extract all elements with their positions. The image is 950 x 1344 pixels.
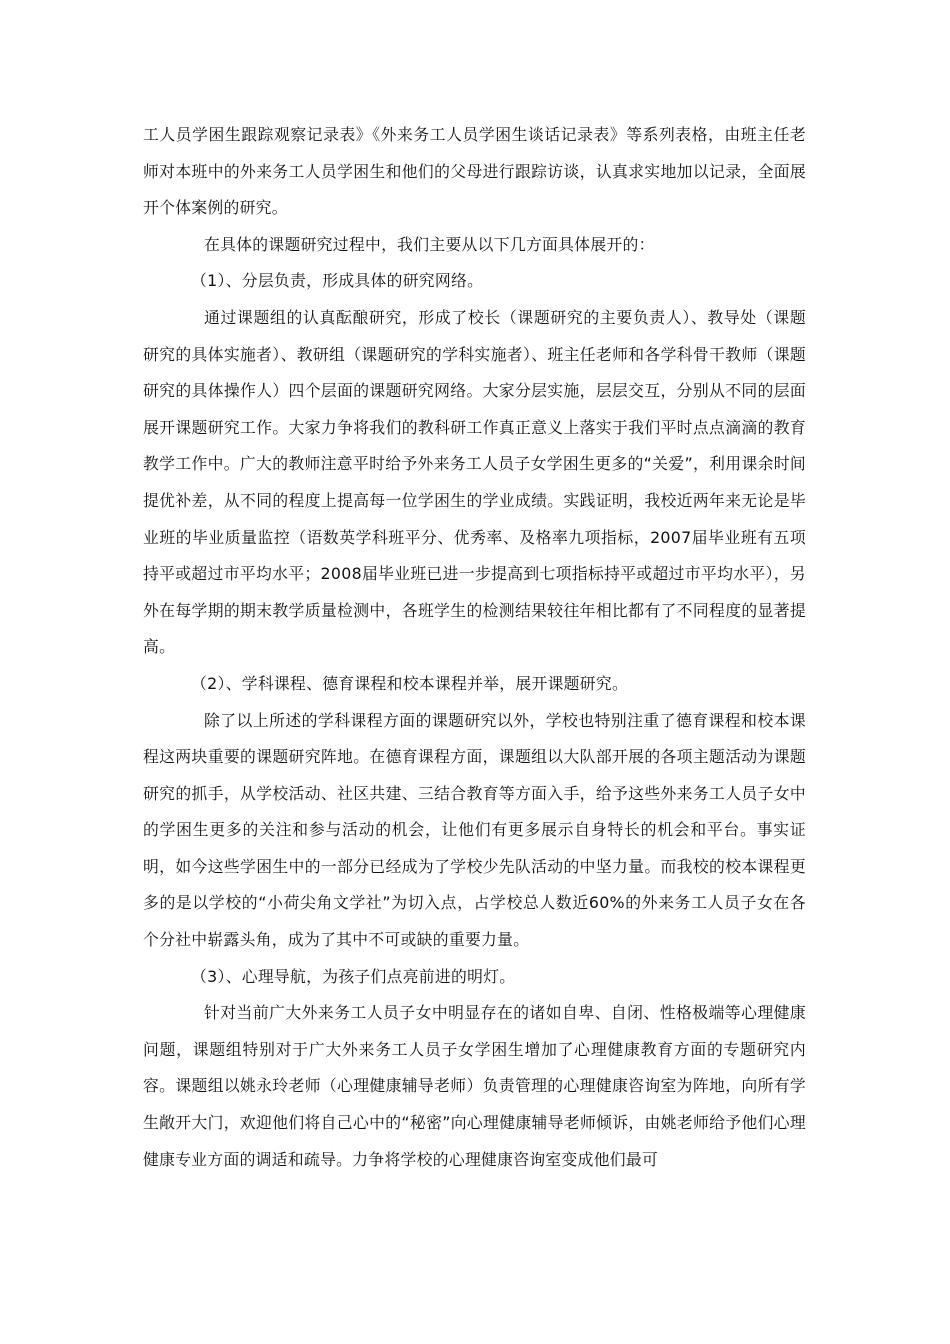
- document-body: [143, 117, 806, 1178]
- paragraph-section-1: 通过课题组的认真酝酿研究，形成了校长（课题研究的主要负责人）、教导处（课题研究的具体实施者）、教研组（课题研究的学科实施者）、班主任老师和各学科骨干教师（课题研究的具体操作人）四个层面的课题研究网络。大家分层实施，层层交互，分别从不同的层面展开课题研究工作。大家力争将我们的教科研工作真正意义上落实于我们平时点点滴滴的教育教学工作中。广大的教师注意平时给予外来务工人员子女学困生更多的“关爱”，利用课余时间提优补差，从不同的程度上提高每一位学困生的学业成绩。实践证明，我校近两年来无论是毕业班的毕业质量监控（语数英学科班平分、优秀率、及格率九项指标，2007届毕业班有五项持平或超过市平均水平；2008届毕业班已进一步提高到七项指标持平或超过市平均水平），另外在每学期的期末教学质量检测中，各班学生的检测结果较往年相比都有了不同程度的显著提高。: [143, 307, 806, 657]
- section-heading-1: （1）、分层负责，形成具体的研究网络。: [191, 271, 484, 291]
- section-heading-3: （3）、心理导航，为孩子们点亮前进的明灯。: [191, 966, 516, 986]
- paragraph-continuation: 工人员学困生跟踪观察记录表》《外来务工人员学困生谈话记录表》等系列表格，由班主任老师对本班中的外来务工人员学困生和他们的父母进行跟踪访谈，认真求实地加以记录，全面展开个体案例的研究。: [143, 125, 806, 218]
- paragraph-section-3: 针对当前广大外来务工人员子女中明显存在的诸如自卑、自闭、性格极端等心理健康问题，课题组特别对于广大外来务工人员子女学困生增加了心理健康教育方面的专题研究内容。课题组以姚永玲老师（心理健康辅导老师）负责管理的心理健康咨询室为阵地，向所有学生敞开大门，欢迎他们将自己心中的“秘密”向心理健康辅导老师倾诉，由姚老师给予他们心理健康专业方面的调适和疏导。力争将学校的心理健康咨询室变成他们最可: [143, 1003, 806, 1169]
- paragraph-section-2: 除了以上所述的学科课程方面的课题研究以外，学校也特别注重了德育课程和校本课程这两块重要的课题研究阵地。在德育课程方面，课题组以大队部开展的各项主题活动为课题研究的抓手，从学校活动、社区共建、三结合教育等方面入手，给予这些外来务工人员子女中的学困生更多的关注和参与活动的机会，让他们有更多展示自身特长的机会和平台。事实证明，如今这些学困生中的一部分已经成为了学校少先队活动的中坚力量。而我校的校本课程更多的是以学校的“小荷尖角文学社”为切入点，占学校总人数近60%的外来务工人员子女在各个分社中崭露头角，成为了其中不可或缺的重要力量。: [143, 710, 806, 950]
- section-heading-2: （2）、学科课程、德育课程和校本课程并举，展开课题研究。: [191, 673, 629, 693]
- paragraph-intro: 在具体的课题研究过程中，我们主要从以下几方面具体展开的：: [204, 234, 655, 254]
